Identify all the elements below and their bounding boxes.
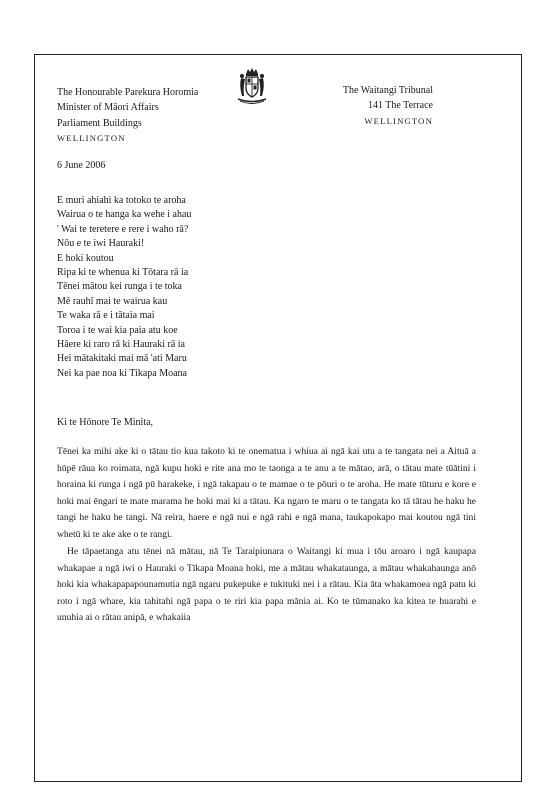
recipient-street: 141 The Terrace (367, 100, 433, 112)
poem-line: E muri ahiahi ka totoko te aroha (57, 195, 186, 206)
poem-line: Nōu e te iwi Hauraki! (57, 238, 145, 250)
poem-line: Hei mātakitaki mai mā 'ati Maru (57, 353, 187, 365)
poem-line: Ripa ki te whenua ki Tōtara rā ia (57, 267, 189, 279)
body-paragraph: He tāpaetanga atu tēnei nā mātau, nā Te Taraipiunara o Waitangi ki mua i tōu aroaro i ngā kaupapa whakapae a ngā iwi o Hauraki o Tīkapa Moana hoki, me a mātau whakataunga, a mātau whakahaunga anō hoki kia whakapapapounamutia ngā ngaru pukepuke e tukituki nei i a rātau. Kia āta whakamoea ngā patu ki roto i ngā whare, kia tahitahi ngā papa o te riri kia papa mānia ai. Ko te tūmanako ka kitea te huarahi e unuhia ai o rātau anipā, e whakaiia (57, 546, 476, 623)
poem-line: Tēnei mātou kei runga i te toka (57, 281, 182, 293)
poem-line: Te waka rā e i tātaia mai (57, 310, 155, 322)
sender-address (57, 85, 198, 147)
sender-title: Minister of Māori Affairs (57, 102, 159, 114)
sender-building: Parliament Buildings (57, 117, 142, 129)
poem-line: ' Wai te teretere e rere i waho rā? (57, 223, 189, 235)
poem-line: Wairua o te hanga ka wehe i ahau (57, 209, 192, 221)
nz-coat-of-arms-icon (232, 66, 272, 106)
poem-line: E hoki koutou (57, 252, 114, 264)
sender-name: The Honourable Parekura Horomia (57, 87, 199, 98)
poem-line: Hāere ki raro rā ki Hauraki rā ia (57, 339, 185, 351)
recipient-name: The Waitangi Tribunal (342, 85, 433, 96)
sender-city: WELLINGTON (57, 133, 126, 144)
letter-date: 6 June 2006 (57, 160, 106, 171)
recipient-city: WELLINGTON (364, 115, 433, 126)
opening-poem (57, 194, 191, 381)
poem-line: Mē rauhī mai te wairua kau (57, 295, 168, 307)
body-paragraph: Tēnei ka mihi ake ki o tātau tio kua takoto ki te onematua i whiua ai ngā kai utu a te tangata nei a Aituā a hūpē rāua ko roimata, ngā kupu hoki e rite ana mo te taonga a te anu a te mātao, arā, o tātau mate tūātini i horaina ki runga i ngā pū harakeke, i ngā takapau o te mamae o te pōuri o te aroha. He mate tūturu e kore e hoki mai ēngari te mate marama he hoki mai ki a tātau. Ka ngaro te maru o te tangata ko tā tātau he haku he tangi he haku he tangi. Nā reira, haere e ngā nui e ngā rahi e ngā mana, taukapokapo mai koutou ngā tini whetū ki te ake ake o te rangi. (57, 446, 476, 540)
salutation: Ki te Hōnore Te Minita, (57, 417, 154, 428)
letter-body (57, 444, 476, 627)
poem-line: Toroa i te wai kia paia atu koe (57, 324, 178, 336)
recipient-address (343, 83, 433, 129)
poem-line: Nei ka pae noa ki Tikapa Moana (57, 367, 187, 379)
